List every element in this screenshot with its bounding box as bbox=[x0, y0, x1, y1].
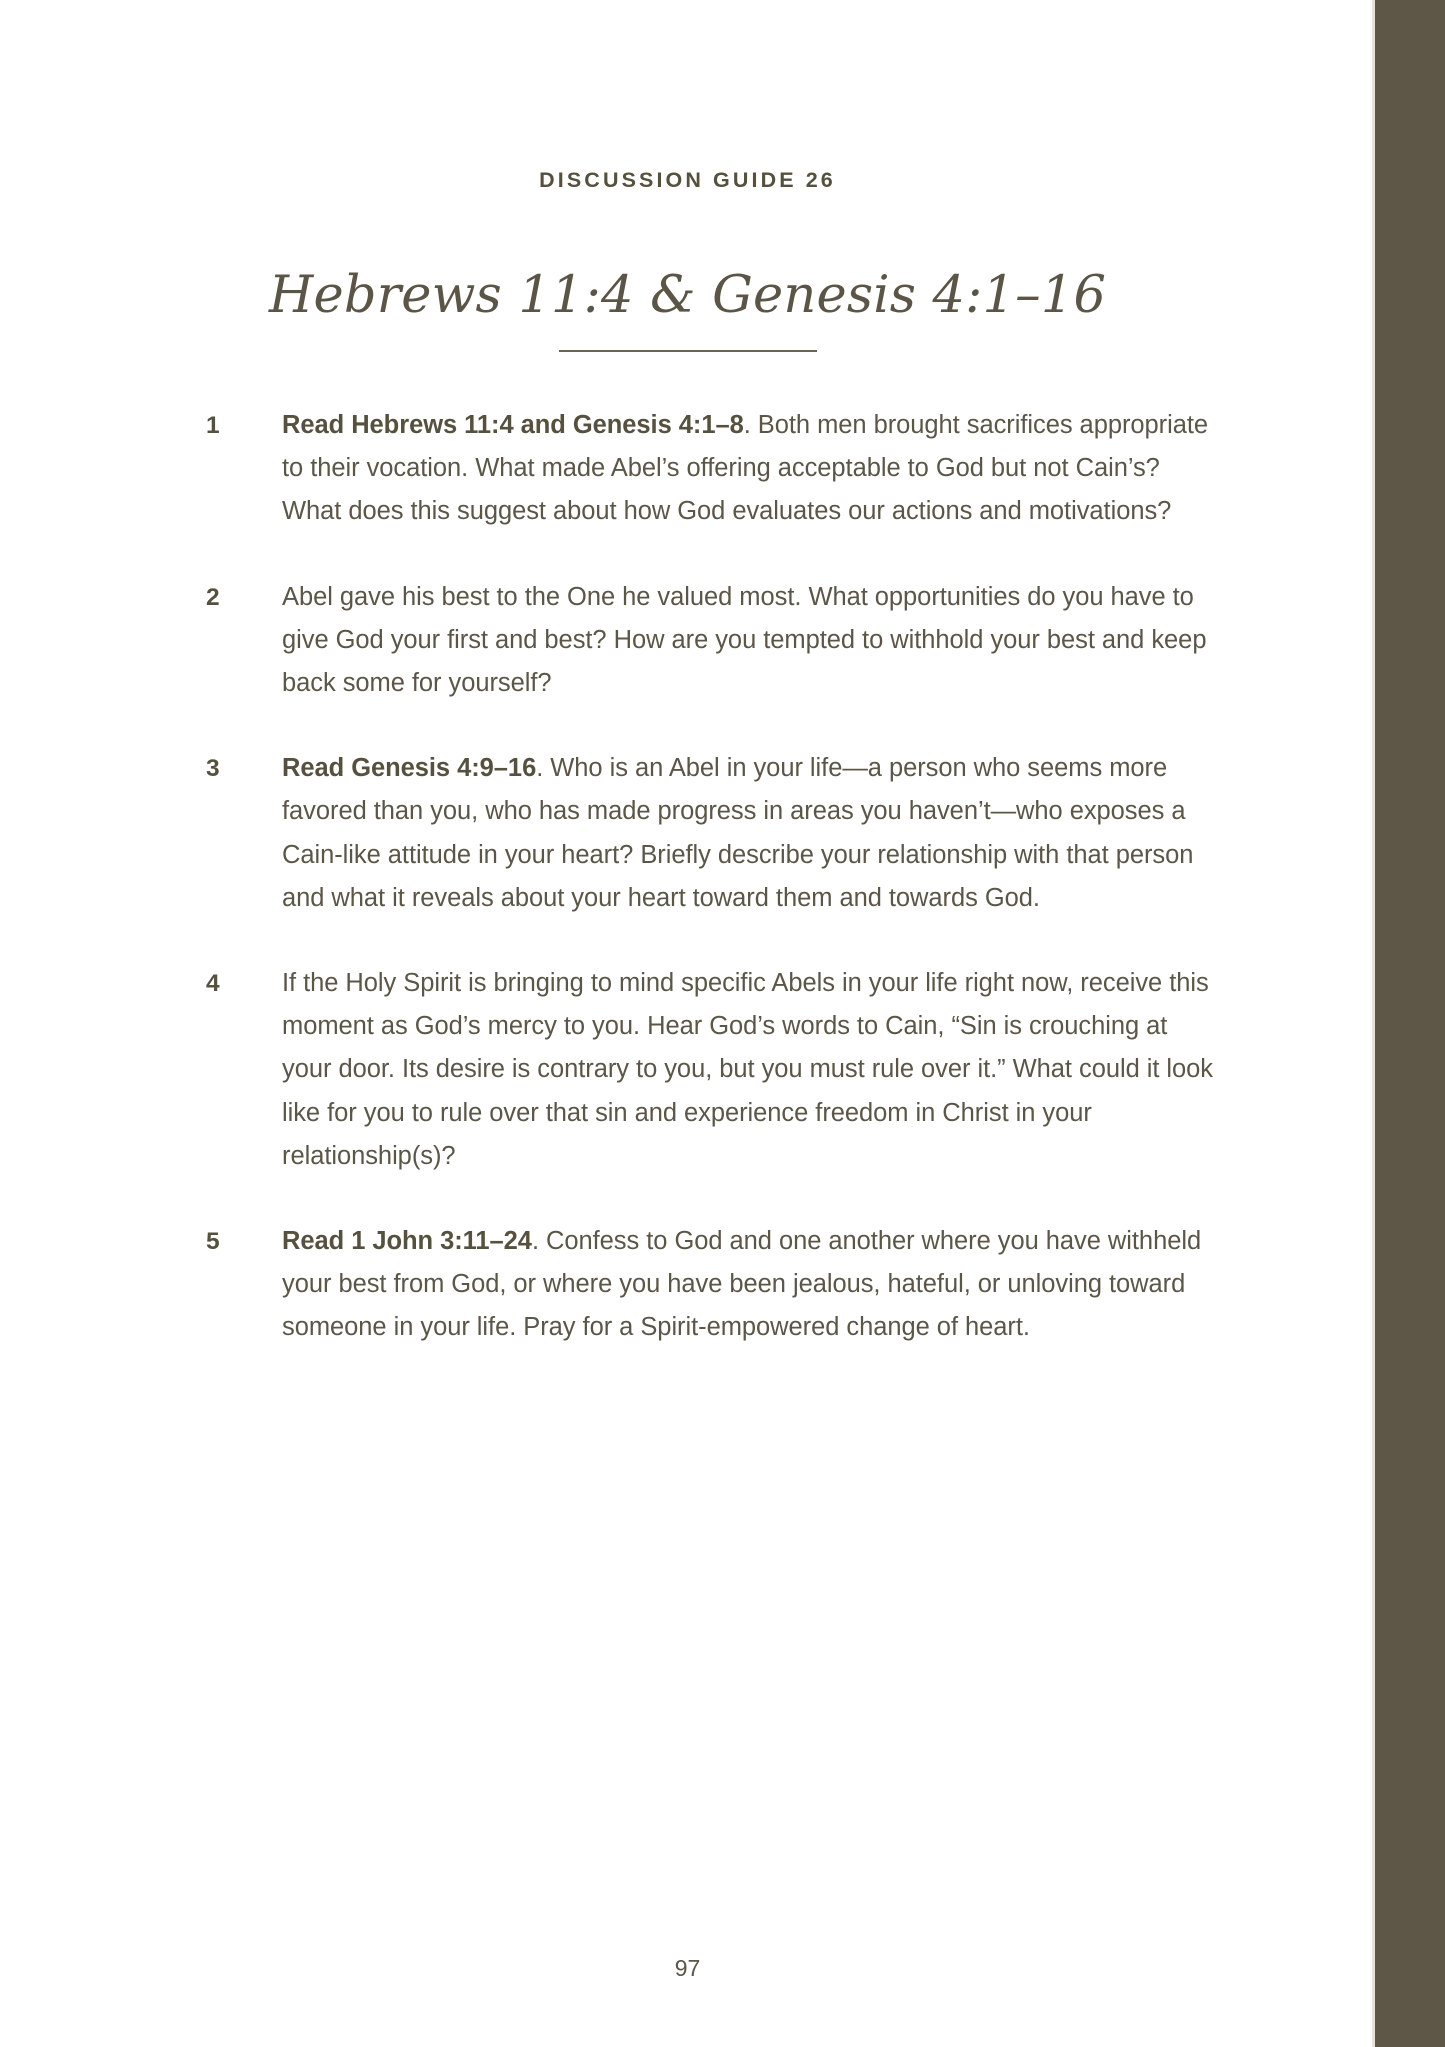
question-text bbox=[282, 962, 1216, 1178]
question-number: 5 bbox=[206, 1228, 220, 1256]
question-text bbox=[282, 404, 1216, 534]
question-list bbox=[206, 404, 1216, 1350]
question-item bbox=[206, 962, 1216, 1178]
question-item bbox=[206, 576, 1216, 706]
page-eyebrow: DISCUSSION GUIDE 26 bbox=[539, 168, 836, 192]
page-title: Hebrews 11:4 & Genesis 4:1–16 bbox=[268, 266, 1107, 326]
question-number: 1 bbox=[206, 412, 220, 439]
question-number: 4 bbox=[206, 970, 220, 998]
question-item bbox=[206, 747, 1216, 920]
question-body-text: . Both men brought sacrifices appropriate to their vocation. What made Abel’s offering acceptable to God but not Cain’s? What does this suggest about how God evaluates our actions and motivations? bbox=[282, 411, 1209, 526]
question-lead-in: Read Genesis 4:9–16 bbox=[282, 754, 537, 783]
question-lead-in: Read Hebrews 11:4 and Genesis 4:1–8 bbox=[282, 411, 744, 439]
question-text bbox=[282, 747, 1216, 920]
question-lead-in: Read 1 John 3:11–24 bbox=[282, 1227, 532, 1256]
page-number: 97 bbox=[674, 1955, 701, 1981]
question-body-text: Abel gave his best to the One he valued most. What opportunities do you have to give God your first and best? How are you tempted to withhold your best and keep back some for yourself? bbox=[282, 582, 1207, 698]
question-body-text: . Confess to God and one another where you have withheld your best from God, or where you have been jealous, hateful, or unloving toward someone in your life. Pray for a Spirit-empowered change of heart. bbox=[282, 1227, 1202, 1342]
question-text bbox=[282, 576, 1216, 706]
question-number: 2 bbox=[206, 583, 220, 611]
question-text bbox=[282, 1220, 1216, 1350]
question-body-text: . Who is an Abel in your life—a person who seems more favored than you, who has made progress in areas you haven’t—who exposes a Cain-like attitude in your heart? Briefly describe your relationship with that person and what it reveals about your heart toward them and towards God. bbox=[282, 754, 1194, 912]
question-item bbox=[206, 1220, 1216, 1350]
right-edge-accent-bar bbox=[1375, 0, 1445, 2047]
question-body-text: If the Holy Spirit is bringing to mind specific Abels in your life right now, receive this moment as God’s mercy to you. Hear God’s words to Cain, “Sin is crouching at your door. Its desire is contrary to you, but you must rule over it.” What could it look like for you to rule over that sin and experience freedom in Christ in your relationship(s)? bbox=[282, 969, 1214, 1170]
title-divider-rule bbox=[559, 350, 817, 352]
question-item bbox=[206, 404, 1216, 534]
question-number: 3 bbox=[206, 755, 220, 783]
